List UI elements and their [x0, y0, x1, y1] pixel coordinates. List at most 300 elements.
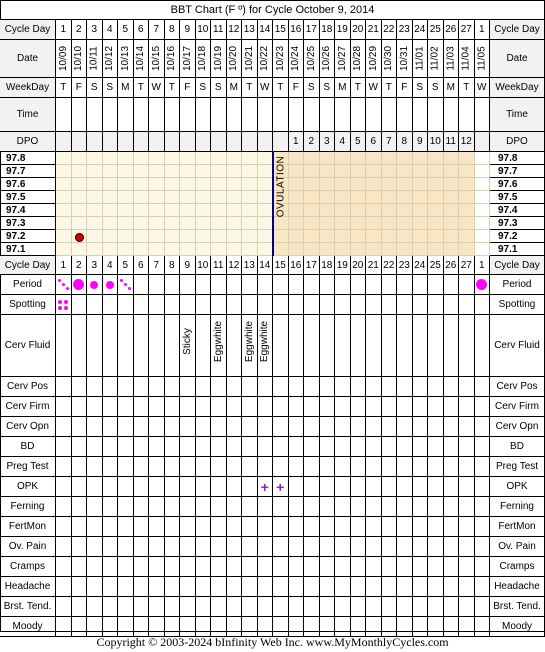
- cycle_day-cell: 9: [180, 256, 196, 275]
- cerv_pos-cell: [304, 377, 320, 397]
- cerv_pos-cell: [180, 377, 196, 397]
- spotting-cell: [72, 295, 88, 315]
- ov_pain-cell: [118, 537, 134, 557]
- date-label: 10/24: [290, 45, 302, 72]
- cerv-fluid-entry: [211, 315, 226, 367]
- time-cell: [180, 98, 196, 132]
- temp-grid-cell: [351, 204, 367, 217]
- temp-grid-cell: [87, 191, 103, 204]
- opk-cell: [397, 477, 413, 497]
- spot-dot: [120, 279, 123, 282]
- temp-grid-cell: [180, 152, 196, 165]
- cycle_day-cell: 12: [227, 256, 243, 275]
- period-cell: [72, 275, 88, 295]
- spotting-cell: [165, 295, 181, 315]
- ov_pain-cell: [134, 537, 150, 557]
- date-cell: [382, 40, 398, 78]
- cycle_day-cell: 6: [134, 256, 150, 275]
- temp-grid-cell: [227, 230, 243, 243]
- preg_test-cell: [320, 457, 336, 477]
- dpo-cell: 12: [459, 132, 475, 152]
- opk-cell: [351, 477, 367, 497]
- temp-grid-cell: [304, 165, 320, 178]
- cerv_firm-cell: [304, 397, 320, 417]
- spotting-cell: [289, 295, 305, 315]
- headache-cell: [258, 577, 274, 597]
- temp-grid-cell: [118, 191, 134, 204]
- period-cell: [413, 275, 429, 295]
- spotting-cell: [180, 295, 196, 315]
- cerv_firm-cell: [227, 397, 243, 417]
- temp-grid-cell: [227, 191, 243, 204]
- temp-grid-cell: [320, 217, 336, 230]
- row-label-right-brst_tend: Brst. Tend.: [490, 597, 545, 617]
- ferning-cell: [320, 497, 336, 517]
- cycle_day-cell: 13: [242, 20, 258, 40]
- weekday-cell: F: [180, 78, 196, 98]
- temp-grid-cell: [149, 165, 165, 178]
- row-label-ferning: Ferning: [0, 497, 56, 517]
- brst_tend-cell: [211, 597, 227, 617]
- temp-grid-cell: [413, 217, 429, 230]
- cerv_firm-cell: [366, 397, 382, 417]
- temp-grid-cell: [72, 152, 88, 165]
- row-label-spotting: Spotting: [0, 295, 56, 315]
- temp-grid-cell: [103, 165, 119, 178]
- spotting-dot: [58, 306, 62, 310]
- spot-dot: [128, 287, 131, 290]
- spotting-cell: [366, 295, 382, 315]
- date-cell: [413, 40, 429, 78]
- bd-cell: [87, 437, 103, 457]
- bd-cell: [180, 437, 196, 457]
- cramps-cell: [428, 557, 444, 577]
- time-cell: [227, 98, 243, 132]
- cycle_day-cell: 14: [258, 256, 274, 275]
- fertmon-cell: [459, 517, 475, 537]
- temp-grid-cell: [103, 152, 119, 165]
- weekday-cell: T: [56, 78, 72, 98]
- temp-grid-cell: [413, 165, 429, 178]
- row-label-headache: Headache: [0, 577, 56, 597]
- temp-grid-cell: [180, 243, 196, 256]
- temp-grid-cell: [56, 230, 72, 243]
- cerv_firm-cell: [103, 397, 119, 417]
- temp-grid-cell: [382, 230, 398, 243]
- period-cell: [428, 275, 444, 295]
- preg_test-cell: [459, 457, 475, 477]
- temp-grid-cell: [444, 204, 460, 217]
- temp-grid-cell: [242, 165, 258, 178]
- period-cell: [134, 275, 150, 295]
- bd-cell: [475, 437, 491, 457]
- ferning-cell: [459, 497, 475, 517]
- brst_tend-cell: [227, 597, 243, 617]
- ov_pain-cell: [227, 537, 243, 557]
- cycle_day-cell: 19: [335, 20, 351, 40]
- temp-grid-cell: [242, 217, 258, 230]
- spotting-cell: [56, 295, 72, 315]
- cramps-cell: [413, 557, 429, 577]
- bd-cell: [134, 437, 150, 457]
- ferning-cell: [103, 497, 119, 517]
- date-label: 11/01: [414, 46, 426, 71]
- ferning-cell: [196, 497, 212, 517]
- opk-cell: [304, 477, 320, 497]
- cerv_pos-cell: [134, 377, 150, 397]
- cerv_pos-cell: [56, 377, 72, 397]
- preg_test-cell: [196, 457, 212, 477]
- opk-cell: +: [273, 477, 289, 497]
- headache-cell: [56, 577, 72, 597]
- period-cell: [289, 275, 305, 295]
- temp-grid-cell: [273, 217, 289, 230]
- bd-cell: [320, 437, 336, 457]
- period-marker: [90, 281, 98, 289]
- date-cell: [459, 40, 475, 78]
- time-cell: [242, 98, 258, 132]
- temp-grid-cell: [289, 152, 305, 165]
- brst_tend-cell: [320, 597, 336, 617]
- fertmon-cell: [196, 517, 212, 537]
- temp-grid-cell: [335, 178, 351, 191]
- weekday-cell: T: [242, 78, 258, 98]
- temp-grid-cell: [134, 165, 150, 178]
- brst_tend-cell: [273, 597, 289, 617]
- cramps-cell: [289, 557, 305, 577]
- cerv-fluid-entry: [180, 315, 195, 367]
- row-label-right-period: Period: [490, 275, 545, 295]
- temp-grid-cell: [304, 217, 320, 230]
- temp-axis-label: 97.4: [0, 204, 56, 217]
- date-cell: [211, 40, 227, 78]
- spot-dot: [58, 279, 61, 282]
- ov_pain-cell: [72, 537, 88, 557]
- cycle_day-cell: 10: [196, 256, 212, 275]
- brst_tend-cell: [103, 597, 119, 617]
- cycle_day-cell: 4: [103, 256, 119, 275]
- temp-grid-cell: [335, 191, 351, 204]
- cycle_day-cell: 23: [397, 256, 413, 275]
- date-cell: [273, 40, 289, 78]
- ferning-cell: [242, 497, 258, 517]
- dpo-cell: 11: [444, 132, 460, 152]
- temp-axis-label-right: 97.1: [490, 243, 545, 256]
- cerv_pos-cell: [103, 377, 119, 397]
- time-cell: [320, 98, 336, 132]
- cerv_fluid-cell: [273, 315, 289, 377]
- spotting-dot: [58, 300, 62, 304]
- temp-grid-cell: [459, 165, 475, 178]
- cerv_opn-cell: [149, 417, 165, 437]
- headache-cell: [428, 577, 444, 597]
- temp-grid-cell: [118, 152, 134, 165]
- temp-grid-cell: [134, 217, 150, 230]
- period-cell: [366, 275, 382, 295]
- date-label: 10/29: [367, 45, 379, 72]
- bd-cell: [382, 437, 398, 457]
- temp-grid-cell: [320, 191, 336, 204]
- headache-cell: [475, 577, 491, 597]
- temp-grid-cell: [366, 178, 382, 191]
- temp-grid-cell: [211, 178, 227, 191]
- period-cell: [304, 275, 320, 295]
- temp-grid-cell: [459, 191, 475, 204]
- time-cell: [56, 98, 72, 132]
- opk-cell: [444, 477, 460, 497]
- date-label: 10/21: [243, 45, 255, 72]
- temp-grid-cell: [103, 217, 119, 230]
- temp-grid-cell: [366, 243, 382, 256]
- temp-grid-cell: [149, 204, 165, 217]
- cerv_fluid-cell: [56, 315, 72, 377]
- cycle_day-cell: 7: [149, 20, 165, 40]
- row-label-right-cerv_fluid: Cerv Fluid: [490, 315, 545, 377]
- cerv_opn-cell: [289, 417, 305, 437]
- brst_tend-cell: [475, 597, 491, 617]
- period-cell: [273, 275, 289, 295]
- temp-grid-cell: [459, 230, 475, 243]
- cerv_fluid-cell: [289, 315, 305, 377]
- temp-grid-cell: [459, 204, 475, 217]
- ov_pain-cell: [397, 537, 413, 557]
- cramps-cell: [366, 557, 382, 577]
- ov_pain-cell: [444, 537, 460, 557]
- cycle_day-cell: 23: [397, 20, 413, 40]
- opk-cell: [211, 477, 227, 497]
- headache-cell: [227, 577, 243, 597]
- cycle_day-cell: 5: [118, 20, 134, 40]
- ov_pain-cell: [289, 537, 305, 557]
- temp-grid-cell: [304, 178, 320, 191]
- date-label: 10/26: [321, 45, 333, 72]
- fertmon-cell: [428, 517, 444, 537]
- headache-cell: [289, 577, 305, 597]
- temp-axis-label-right: 97.8: [490, 152, 545, 165]
- period-cell: [242, 275, 258, 295]
- preg_test-cell: [56, 457, 72, 477]
- cerv_pos-cell: [242, 377, 258, 397]
- cerv-fluid-entry: [258, 315, 273, 367]
- temp-grid-cell: [366, 230, 382, 243]
- date-label: 10/30: [383, 45, 395, 72]
- fertmon-cell: [180, 517, 196, 537]
- cerv_firm-cell: [196, 397, 212, 417]
- preg_test-cell: [304, 457, 320, 477]
- opk-cell: [335, 477, 351, 497]
- spotting-cell: [103, 295, 119, 315]
- preg_test-cell: [289, 457, 305, 477]
- ovulation-label-wrap: [274, 154, 288, 218]
- spotting-cell: [444, 295, 460, 315]
- spotting-cell: [258, 295, 274, 315]
- cerv_opn-cell: [258, 417, 274, 437]
- temp-grid-cell: [428, 217, 444, 230]
- brst_tend-cell: [56, 597, 72, 617]
- period-cell: [320, 275, 336, 295]
- weekday-cell: M: [444, 78, 460, 98]
- temp-grid-cell: [444, 217, 460, 230]
- period-cell: [382, 275, 398, 295]
- dpo-cell: 7: [382, 132, 398, 152]
- cerv_pos-cell: [351, 377, 367, 397]
- temp-grid-cell: [397, 217, 413, 230]
- row-label-right-preg_test: Preg Test: [490, 457, 545, 477]
- fertmon-cell: [366, 517, 382, 537]
- dpo-cell: 1: [289, 132, 305, 152]
- cerv_firm-cell: [87, 397, 103, 417]
- dpo-cell: [87, 132, 103, 152]
- time-cell: [366, 98, 382, 132]
- time-cell: [397, 98, 413, 132]
- row-label-right-opk: OPK: [490, 477, 545, 497]
- cerv_opn-cell: [366, 417, 382, 437]
- bd-cell: [258, 437, 274, 457]
- cerv_fluid-cell: [211, 315, 227, 377]
- weekday-cell: S: [428, 78, 444, 98]
- preg_test-cell: [134, 457, 150, 477]
- weekday-cell: T: [351, 78, 367, 98]
- brst_tend-cell: [87, 597, 103, 617]
- cramps-cell: [103, 557, 119, 577]
- copyright-footer: Copyright © 2003-2024 bInfinity Web Inc. www.MyMonthlyCycles.com: [96, 634, 449, 649]
- temp-grid-cell: [258, 191, 274, 204]
- spotting-cell: [196, 295, 212, 315]
- ov_pain-cell: [459, 537, 475, 557]
- period-cell: [444, 275, 460, 295]
- temp-grid-cell: [459, 243, 475, 256]
- time-cell: [413, 98, 429, 132]
- row-label-right-time: Time: [490, 98, 545, 132]
- weekday-cell: T: [165, 78, 181, 98]
- cerv_firm-cell: [258, 397, 274, 417]
- temp-grid-cell: [72, 204, 88, 217]
- temp-grid-cell: [335, 152, 351, 165]
- cycle_day-cell: 21: [366, 256, 382, 275]
- date-label: 10/17: [181, 45, 193, 72]
- ovulation-label: OVULATION: [275, 155, 287, 217]
- preg_test-cell: [72, 457, 88, 477]
- bd-cell: [242, 437, 258, 457]
- temp-grid-cell: [459, 152, 475, 165]
- preg_test-cell: [397, 457, 413, 477]
- temp-grid-cell: [444, 152, 460, 165]
- cerv_opn-cell: [304, 417, 320, 437]
- row-label-right-cramps: Cramps: [490, 557, 545, 577]
- dpo-cell: [475, 132, 491, 152]
- temp-grid-cell: [165, 165, 181, 178]
- temp-grid-cell: [165, 204, 181, 217]
- temp-grid-cell: [134, 243, 150, 256]
- brst_tend-cell: [196, 597, 212, 617]
- bd-cell: [366, 437, 382, 457]
- ferning-cell: [444, 497, 460, 517]
- preg_test-cell: [351, 457, 367, 477]
- brst_tend-cell: [289, 597, 305, 617]
- cycle_day-cell: 8: [165, 20, 181, 40]
- ferning-cell: [428, 497, 444, 517]
- temp-grid-cell: [103, 191, 119, 204]
- temp-grid-cell: [242, 152, 258, 165]
- temp-axis-label-right: 97.4: [490, 204, 545, 217]
- cerv-fluid-entry: [242, 315, 257, 367]
- cerv-fluid-text: Eggwhite: [259, 320, 271, 362]
- ferning-cell: [335, 497, 351, 517]
- temp-grid-cell: [258, 217, 274, 230]
- row-label-cerv_pos: Cerv Pos: [0, 377, 56, 397]
- headache-cell: [351, 577, 367, 597]
- dpo-cell: 2: [304, 132, 320, 152]
- cerv_opn-cell: [72, 417, 88, 437]
- temp-grid-cell: [351, 178, 367, 191]
- brst_tend-cell: [366, 597, 382, 617]
- dpo-cell: [242, 132, 258, 152]
- opk-cell: [87, 477, 103, 497]
- date-cell: [56, 40, 72, 78]
- fertmon-cell: [289, 517, 305, 537]
- cycle_day-cell: 17: [304, 256, 320, 275]
- temp-grid-cell: [87, 217, 103, 230]
- temp-grid-cell: [165, 243, 181, 256]
- date-cell: [444, 40, 460, 78]
- temp-grid-cell: [289, 204, 305, 217]
- ov_pain-cell: [413, 537, 429, 557]
- row-label-right-moody: Moody: [490, 617, 545, 637]
- opk-cell: [134, 477, 150, 497]
- cycle_day-cell: 13: [242, 256, 258, 275]
- row-label-ov_pain: Ov. Pain: [0, 537, 56, 557]
- cerv_opn-cell: [165, 417, 181, 437]
- cerv_fluid-cell: [351, 315, 367, 377]
- cerv_firm-cell: [289, 397, 305, 417]
- temp-grid-cell: [103, 243, 119, 256]
- weekday-cell: F: [397, 78, 413, 98]
- temp-axis-label: 97.7: [0, 165, 56, 178]
- temp-grid-cell: [428, 165, 444, 178]
- dpo-cell: [211, 132, 227, 152]
- cerv_firm-cell: [118, 397, 134, 417]
- brst_tend-cell: [335, 597, 351, 617]
- temp-grid-cell: [196, 191, 212, 204]
- cerv_pos-cell: [289, 377, 305, 397]
- date-cell: [149, 40, 165, 78]
- date-label: 10/16: [166, 45, 178, 72]
- period-cell: [397, 275, 413, 295]
- cerv_firm-cell: [165, 397, 181, 417]
- temp-grid-cell: [459, 178, 475, 191]
- cerv_opn-cell: [413, 417, 429, 437]
- fertmon-cell: [444, 517, 460, 537]
- cerv_fluid-cell: [382, 315, 398, 377]
- ov_pain-cell: [56, 537, 72, 557]
- temp-grid-cell: [227, 152, 243, 165]
- temp-grid-cell: [103, 230, 119, 243]
- fertmon-cell: [320, 517, 336, 537]
- bd-cell: [227, 437, 243, 457]
- headache-cell: [444, 577, 460, 597]
- brst_tend-cell: [444, 597, 460, 617]
- temp-grid-cell: [227, 178, 243, 191]
- weekday-cell: F: [289, 78, 305, 98]
- temp-grid-cell: [227, 165, 243, 178]
- ov_pain-cell: [366, 537, 382, 557]
- row-label-right-cycle_day: Cycle Day: [490, 256, 545, 275]
- time-cell: [382, 98, 398, 132]
- period-cell: [211, 275, 227, 295]
- ov_pain-cell: [211, 537, 227, 557]
- cerv_fluid-cell: [118, 315, 134, 377]
- opk-cell: [149, 477, 165, 497]
